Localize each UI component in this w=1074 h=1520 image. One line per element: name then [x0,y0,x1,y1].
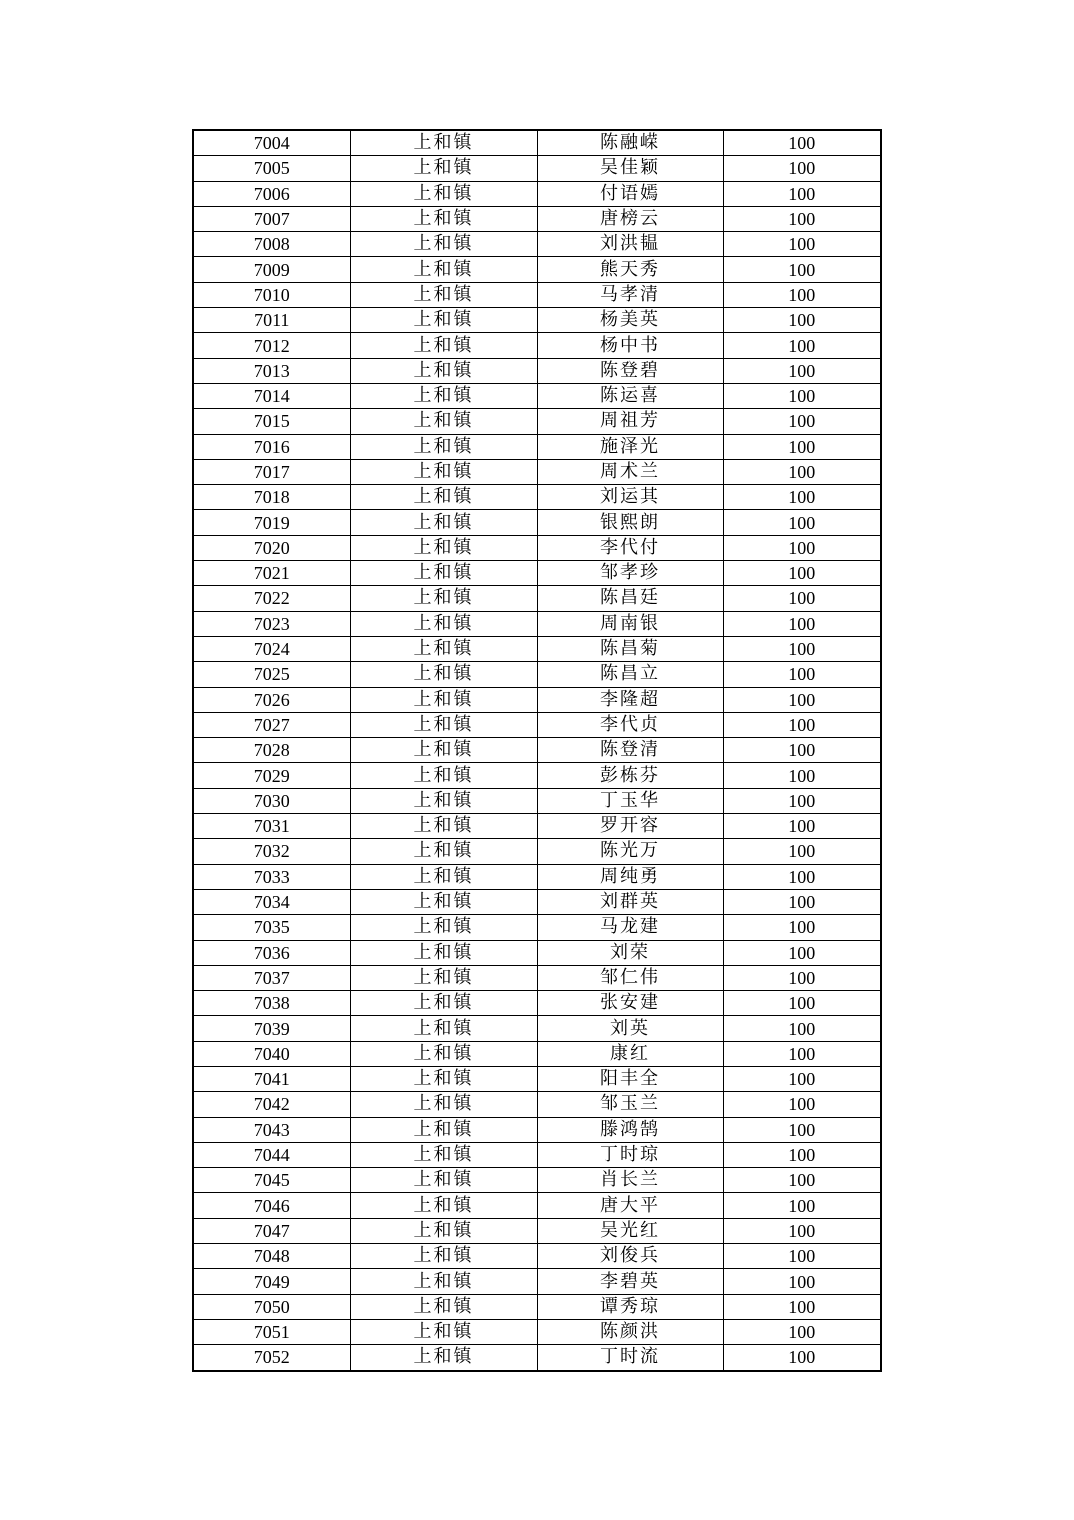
cell-name: 陈昌立 [537,662,723,687]
cell-town: 上和镇 [350,738,537,763]
cell-amount: 100 [723,763,881,788]
table-row [193,889,881,914]
cell-town: 上和镇 [350,1294,537,1319]
cell-name: 杨美英 [537,308,723,333]
cell-name: 马孝清 [537,282,723,307]
cell-town: 上和镇 [350,1269,537,1294]
cell-amount: 100 [723,839,881,864]
cell-id: 7015 [193,409,350,434]
cell-id: 7040 [193,1041,350,1066]
cell-town: 上和镇 [350,940,537,965]
cell-name: 陈登碧 [537,358,723,383]
cell-amount: 100 [723,864,881,889]
cell-amount: 100 [723,181,881,206]
cell-name: 周术兰 [537,459,723,484]
table-row [193,738,881,763]
cell-name: 陈运喜 [537,383,723,408]
table-row [193,1294,881,1319]
cell-id: 7050 [193,1294,350,1319]
cell-id: 7019 [193,510,350,535]
table-row [193,839,881,864]
cell-id: 7017 [193,459,350,484]
cell-name: 陈光万 [537,839,723,864]
table-row [193,459,881,484]
cell-id: 7030 [193,788,350,813]
cell-name: 刘群英 [537,889,723,914]
cell-town: 上和镇 [350,763,537,788]
cell-id: 7018 [193,485,350,510]
cell-id: 7022 [193,586,350,611]
cell-id: 7038 [193,991,350,1016]
cell-town: 上和镇 [350,1041,537,1066]
cell-id: 7006 [193,181,350,206]
cell-name: 陈昌菊 [537,636,723,661]
cell-town: 上和镇 [350,889,537,914]
cell-id: 7024 [193,636,350,661]
cell-name: 熊天秀 [537,257,723,282]
cell-amount: 100 [723,991,881,1016]
cell-town: 上和镇 [350,358,537,383]
cell-name: 康红 [537,1041,723,1066]
cell-amount: 100 [723,738,881,763]
cell-town: 上和镇 [350,510,537,535]
cell-amount: 100 [723,1193,881,1218]
cell-amount: 100 [723,535,881,560]
cell-name: 陈登清 [537,738,723,763]
cell-id: 7028 [193,738,350,763]
cell-town: 上和镇 [350,915,537,940]
cell-name: 吴光红 [537,1218,723,1243]
cell-id: 7013 [193,358,350,383]
cell-amount: 100 [723,814,881,839]
cell-town: 上和镇 [350,1319,537,1344]
table-row [193,257,881,282]
cell-id: 7004 [193,130,350,156]
cell-id: 7011 [193,308,350,333]
table-row [193,383,881,408]
cell-town: 上和镇 [350,1142,537,1167]
cell-amount: 100 [723,1345,881,1371]
cell-id: 7032 [193,839,350,864]
cell-id: 7044 [193,1142,350,1167]
cell-name: 彭栋芬 [537,763,723,788]
cell-amount: 100 [723,409,881,434]
cell-name: 刘英 [537,1016,723,1041]
cell-town: 上和镇 [350,991,537,1016]
cell-amount: 100 [723,788,881,813]
table-row [193,1319,881,1344]
cell-town: 上和镇 [350,965,537,990]
cell-id: 7026 [193,687,350,712]
table-row [193,864,881,889]
cell-id: 7033 [193,864,350,889]
cell-amount: 100 [723,282,881,307]
cell-town: 上和镇 [350,485,537,510]
table-row [193,1269,881,1294]
cell-town: 上和镇 [350,282,537,307]
table-row [193,308,881,333]
cell-id: 7048 [193,1244,350,1269]
cell-amount: 100 [723,510,881,535]
cell-town: 上和镇 [350,1345,537,1371]
cell-id: 7029 [193,763,350,788]
cell-id: 7037 [193,965,350,990]
cell-amount: 100 [723,1142,881,1167]
cell-name: 阳丰全 [537,1066,723,1091]
table-row [193,965,881,990]
cell-id: 7034 [193,889,350,914]
cell-town: 上和镇 [350,1168,537,1193]
table-row [193,206,881,231]
cell-name: 谭秀琼 [537,1294,723,1319]
table-row [193,915,881,940]
cell-amount: 100 [723,459,881,484]
table-row [193,1345,881,1371]
cell-town: 上和镇 [350,561,537,586]
cell-amount: 100 [723,383,881,408]
cell-town: 上和镇 [350,1193,537,1218]
cell-amount: 100 [723,257,881,282]
cell-name: 吴佳颖 [537,156,723,181]
table-row [193,814,881,839]
cell-amount: 100 [723,358,881,383]
cell-town: 上和镇 [350,1218,537,1243]
cell-id: 7007 [193,206,350,231]
cell-amount: 100 [723,965,881,990]
cell-amount: 100 [723,940,881,965]
roster-table [192,129,882,1372]
table-row [193,636,881,661]
cell-name: 张安建 [537,991,723,1016]
table-row [193,358,881,383]
cell-id: 7025 [193,662,350,687]
table-row [193,687,881,712]
table-row [193,1142,881,1167]
cell-name: 李隆超 [537,687,723,712]
cell-id: 7010 [193,282,350,307]
cell-town: 上和镇 [350,308,537,333]
cell-name: 刘运其 [537,485,723,510]
cell-name: 李碧英 [537,1269,723,1294]
table-row [193,561,881,586]
cell-name: 邹玉兰 [537,1092,723,1117]
cell-name: 肖长兰 [537,1168,723,1193]
cell-amount: 100 [723,1117,881,1142]
cell-name: 刘洪韫 [537,232,723,257]
table-row [193,130,881,156]
cell-name: 丁玉华 [537,788,723,813]
cell-amount: 100 [723,1294,881,1319]
cell-id: 7016 [193,434,350,459]
cell-id: 7021 [193,561,350,586]
cell-name: 滕鸿鹄 [537,1117,723,1142]
cell-name: 付语嫣 [537,181,723,206]
cell-amount: 100 [723,1092,881,1117]
cell-town: 上和镇 [350,1092,537,1117]
table-row [193,282,881,307]
cell-town: 上和镇 [350,864,537,889]
cell-town: 上和镇 [350,333,537,358]
table-row [193,333,881,358]
cell-name: 邹仁伟 [537,965,723,990]
cell-town: 上和镇 [350,814,537,839]
table-row [193,1092,881,1117]
cell-town: 上和镇 [350,611,537,636]
table-row [193,662,881,687]
cell-town: 上和镇 [350,232,537,257]
cell-amount: 100 [723,434,881,459]
table-row [193,712,881,737]
cell-name: 唐大平 [537,1193,723,1218]
table-row [193,1041,881,1066]
cell-town: 上和镇 [350,662,537,687]
cell-name: 周纯勇 [537,864,723,889]
cell-amount: 100 [723,206,881,231]
cell-name: 邹孝珍 [537,561,723,586]
cell-town: 上和镇 [350,1244,537,1269]
cell-name: 陈融嵘 [537,130,723,156]
cell-name: 丁时流 [537,1345,723,1371]
cell-town: 上和镇 [350,636,537,661]
cell-town: 上和镇 [350,1066,537,1091]
cell-name: 罗开容 [537,814,723,839]
table-row [193,434,881,459]
cell-amount: 100 [723,1319,881,1344]
table-row [193,535,881,560]
cell-town: 上和镇 [350,434,537,459]
cell-id: 7027 [193,712,350,737]
cell-id: 7014 [193,383,350,408]
cell-amount: 100 [723,889,881,914]
cell-name: 施泽光 [537,434,723,459]
cell-town: 上和镇 [350,687,537,712]
cell-id: 7035 [193,915,350,940]
cell-amount: 100 [723,333,881,358]
cell-name: 杨中书 [537,333,723,358]
cell-id: 7041 [193,1066,350,1091]
cell-town: 上和镇 [350,788,537,813]
cell-id: 7049 [193,1269,350,1294]
cell-town: 上和镇 [350,839,537,864]
cell-amount: 100 [723,232,881,257]
table-row [193,1218,881,1243]
cell-town: 上和镇 [350,206,537,231]
cell-town: 上和镇 [350,383,537,408]
cell-id: 7036 [193,940,350,965]
cell-town: 上和镇 [350,586,537,611]
cell-name: 陈颜洪 [537,1319,723,1344]
cell-amount: 100 [723,636,881,661]
cell-id: 7043 [193,1117,350,1142]
roster-table-body [193,130,881,1371]
cell-name: 银熙朗 [537,510,723,535]
cell-town: 上和镇 [350,181,537,206]
cell-town: 上和镇 [350,1117,537,1142]
table-row [193,1168,881,1193]
table-row [193,586,881,611]
cell-amount: 100 [723,712,881,737]
cell-id: 7020 [193,535,350,560]
cell-amount: 100 [723,308,881,333]
cell-town: 上和镇 [350,156,537,181]
table-row [193,510,881,535]
cell-name: 周祖芳 [537,409,723,434]
table-row [193,156,881,181]
table-row [193,1016,881,1041]
cell-id: 7005 [193,156,350,181]
table-row [193,1066,881,1091]
cell-id: 7052 [193,1345,350,1371]
cell-id: 7046 [193,1193,350,1218]
table-row [193,1244,881,1269]
cell-amount: 100 [723,130,881,156]
cell-name: 马龙建 [537,915,723,940]
cell-amount: 100 [723,662,881,687]
table-row [193,1117,881,1142]
cell-id: 7023 [193,611,350,636]
cell-town: 上和镇 [350,409,537,434]
cell-name: 刘俊兵 [537,1244,723,1269]
cell-town: 上和镇 [350,459,537,484]
cell-amount: 100 [723,1066,881,1091]
cell-town: 上和镇 [350,257,537,282]
cell-amount: 100 [723,1244,881,1269]
table-row [193,409,881,434]
cell-town: 上和镇 [350,130,537,156]
table-row [193,485,881,510]
cell-id: 7045 [193,1168,350,1193]
cell-name: 陈昌廷 [537,586,723,611]
cell-town: 上和镇 [350,712,537,737]
cell-name: 刘荣 [537,940,723,965]
table-row [193,991,881,1016]
table-row [193,940,881,965]
cell-name: 李代付 [537,535,723,560]
cell-amount: 100 [723,156,881,181]
table-row [193,232,881,257]
cell-id: 7012 [193,333,350,358]
cell-town: 上和镇 [350,1016,537,1041]
cell-amount: 100 [723,915,881,940]
cell-id: 7047 [193,1218,350,1243]
cell-amount: 100 [723,611,881,636]
cell-id: 7009 [193,257,350,282]
cell-amount: 100 [723,561,881,586]
cell-name: 周南银 [537,611,723,636]
cell-amount: 100 [723,1269,881,1294]
table-row [193,181,881,206]
table-row [193,1193,881,1218]
cell-id: 7042 [193,1092,350,1117]
cell-amount: 100 [723,687,881,712]
table-row [193,763,881,788]
cell-name: 李代贞 [537,712,723,737]
cell-amount: 100 [723,1041,881,1066]
cell-name: 丁时琼 [537,1142,723,1167]
table-row [193,611,881,636]
cell-amount: 100 [723,1168,881,1193]
cell-id: 7008 [193,232,350,257]
cell-name: 唐榜云 [537,206,723,231]
cell-amount: 100 [723,1218,881,1243]
cell-id: 7039 [193,1016,350,1041]
cell-amount: 100 [723,485,881,510]
table-row [193,788,881,813]
cell-id: 7031 [193,814,350,839]
cell-amount: 100 [723,1016,881,1041]
cell-town: 上和镇 [350,535,537,560]
cell-id: 7051 [193,1319,350,1344]
cell-amount: 100 [723,586,881,611]
